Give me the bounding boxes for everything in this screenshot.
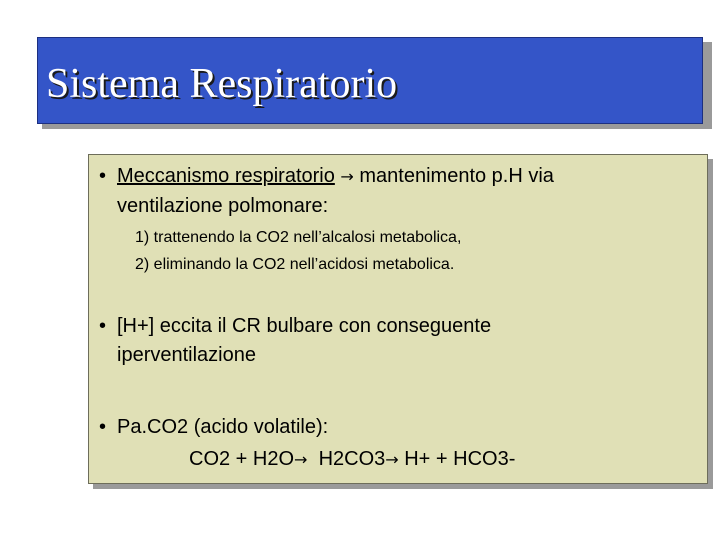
- equation-part-c: H+ + HCO3-: [398, 448, 516, 470]
- arrow-icon: →: [385, 450, 399, 469]
- arrow-icon: →: [294, 450, 308, 469]
- title-banner: [37, 37, 703, 124]
- equation-part-b: H2CO3: [307, 448, 386, 470]
- bullet-1-line-2: ventilazione polmonare:: [117, 195, 329, 217]
- bullet-marker: •: [99, 165, 107, 187]
- bullet-1-sub-1: 1) trattenendo la CO2 nell’alcalosi metabolica,: [135, 229, 462, 246]
- bullet-1-rest: mantenimento p.H via: [359, 165, 554, 187]
- bullet-2-line-1: [H+] eccita il CR bulbare con conseguente: [117, 315, 492, 337]
- bullet-1-sub-2: 2) eliminando la CO2 nell’acidosi metabolica.: [135, 256, 455, 273]
- content-box: [88, 154, 708, 484]
- bullet-1-term: Meccanismo respiratorio: [117, 165, 335, 187]
- bullet-3-line-1: Pa.CO2 (acido volatile):: [117, 416, 329, 438]
- bullet-marker: •: [99, 315, 107, 337]
- equation: [189, 444, 515, 475]
- bullet-marker: •: [99, 416, 107, 438]
- slide-title: Sistema Respiratorio: [46, 61, 398, 107]
- equation-part-a: CO2 + H2O: [189, 448, 295, 470]
- arrow-icon: →: [340, 167, 354, 186]
- bullet-2-line-2: iperventilazione: [117, 344, 256, 366]
- bullet-1-line-1: [117, 161, 554, 192]
